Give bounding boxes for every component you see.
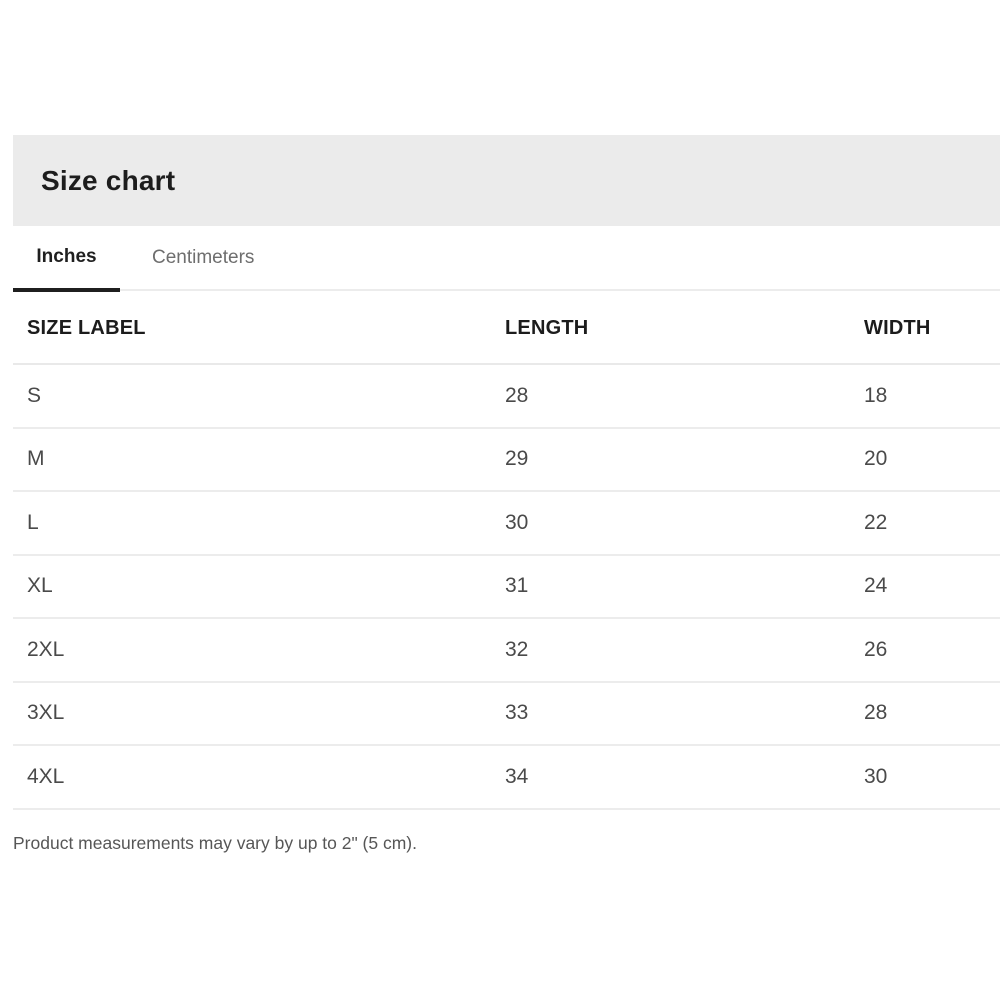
tab-inches[interactable]: Inches (13, 226, 120, 292)
width-cell: 22 (864, 510, 888, 534)
size-label-cell: L (27, 510, 39, 534)
size-label-cell: XL (27, 574, 53, 598)
tab-centimeters[interactable]: Centimeters (152, 246, 255, 268)
table-row-xl (13, 556, 1000, 620)
width-cell: 24 (864, 574, 888, 598)
length-cell: 30 (505, 510, 529, 534)
length-cell: 33 (505, 701, 529, 725)
width-cell: 20 (864, 447, 888, 471)
size-label-cell: 4XL (27, 764, 65, 788)
column-header-width: WIDTH (864, 316, 931, 339)
table-row-4xl (13, 746, 1000, 810)
table-header-row (13, 293, 1000, 365)
table-row-l (13, 492, 1000, 556)
size-label-cell: 3XL (27, 701, 65, 725)
width-cell: 28 (864, 701, 888, 725)
size-table (13, 293, 1000, 810)
width-cell: 30 (864, 764, 888, 788)
column-header-length: LENGTH (505, 316, 589, 339)
size-chart-header (13, 135, 1000, 226)
length-cell: 29 (505, 447, 529, 471)
size-label-cell: S (27, 383, 42, 407)
width-cell: 18 (864, 383, 888, 407)
table-row-3xl (13, 683, 1000, 747)
table-row-s (13, 365, 1000, 429)
size-label-cell: M (27, 447, 45, 471)
page-title: Size chart (41, 164, 176, 196)
size-label-cell: 2XL (27, 637, 65, 661)
length-cell: 28 (505, 383, 529, 407)
length-cell: 31 (505, 574, 529, 598)
length-cell: 34 (505, 764, 529, 788)
column-header-size-label: SIZE LABEL (27, 316, 146, 339)
width-cell: 26 (864, 637, 888, 661)
footnote: Product measurements may vary by up to 2" (5 cm). (13, 833, 417, 853)
table-row-2xl (13, 619, 1000, 683)
unit-tabs (13, 226, 1000, 291)
table-row-m (13, 429, 1000, 493)
length-cell: 32 (505, 637, 529, 661)
